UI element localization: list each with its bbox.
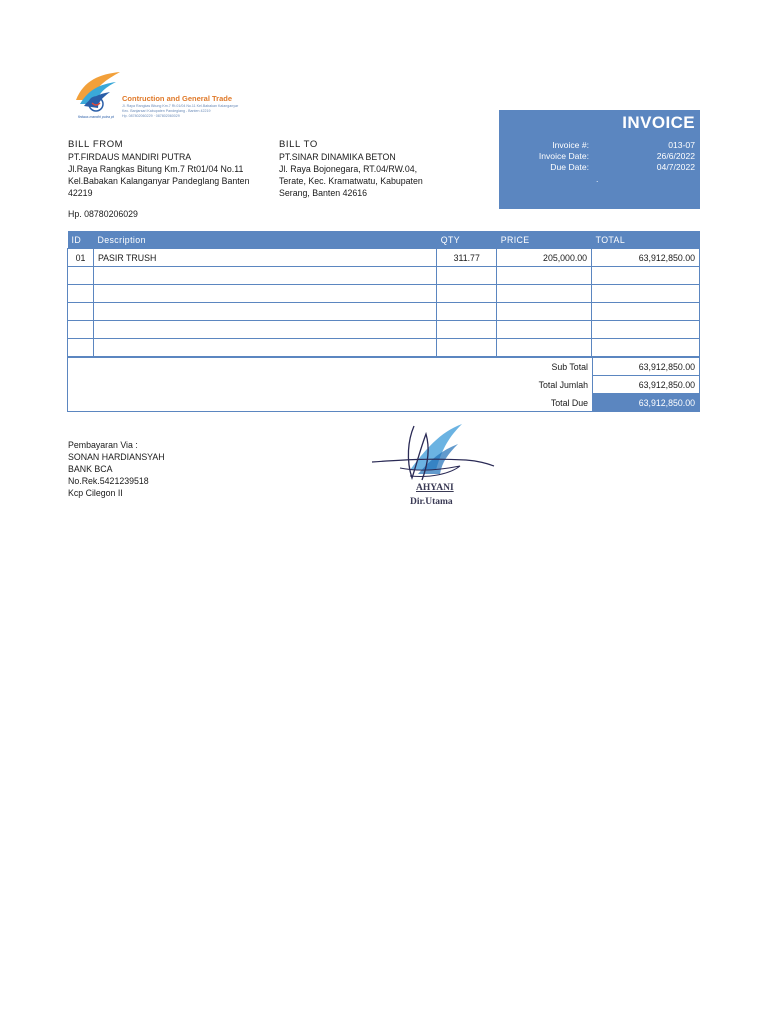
bill-from-address-line: Jl.Raya Rangkas Bitung Km.7 Rt01/04 No.11: [68, 164, 244, 174]
payment-label: Pembayaran Via :: [68, 440, 138, 450]
table-row: [68, 249, 700, 267]
bill-to-name: PT.SINAR DINAMIKA BETON: [279, 152, 396, 162]
bill-to-address-line: Terate, Kec. Kramatwatu, Kabupaten: [279, 176, 423, 186]
bill-from-address-line: Kel.Babakan Kalanganyar Pandeglang Banten: [68, 176, 250, 186]
signature-block: [370, 420, 500, 515]
header-id: ID: [68, 231, 94, 249]
row-qty: 311.77: [437, 249, 497, 267]
logo-phone-line: Hp. 087802060229 · 087802060029: [122, 114, 180, 118]
bill-from-phone: Hp. 08780206029: [68, 209, 138, 219]
payment-branch: Kcp Cilegon II: [68, 488, 123, 498]
row-description: PASIR TRUSH: [93, 249, 436, 267]
table-row-empty: [68, 339, 700, 357]
summary-row-total-jumlah: [67, 376, 700, 394]
header-qty: QTY: [437, 231, 497, 249]
total-jumlah-value: 63,912,850.00: [593, 376, 700, 394]
payment-bank: BANK BCA: [68, 464, 113, 474]
header-price: PRICE: [497, 231, 592, 249]
bill-to-address-line: Jl. Raya Bojonegara, RT.04/RW.04,: [279, 164, 418, 174]
summary-row-total-due: [67, 394, 700, 412]
table-row-empty: [68, 285, 700, 303]
payment-account-name: SONAN HARDIANSYAH: [68, 452, 165, 462]
signatory-name: AHYANI: [416, 483, 454, 493]
signature-stamp-icon: [370, 420, 500, 490]
invoice-title: INVOICE: [622, 113, 695, 132]
signatory-title: Dir.Utama: [410, 497, 453, 507]
total-due-label: Total Due: [550, 397, 588, 408]
header-total: TOTAL: [592, 231, 700, 249]
invoice-date-label: Invoice Date:: [538, 151, 589, 161]
logo-address-line: Kec. Banjarsari Kabupaten Pandeglang - Banten 42219: [122, 109, 211, 113]
bill-from-block: [68, 151, 249, 199]
payment-account-number: No.Rek.5421239518: [68, 476, 149, 486]
logo-address-line: Jl. Raya Rangkas Bitung Km.7 Rt.01/04 No.11 Kel.Babakan Kalanganyar: [122, 104, 239, 108]
invoice-date: 26/6/2022: [656, 151, 695, 161]
bill-from-label: BILL FROM: [68, 139, 124, 150]
table-row-empty: [68, 321, 700, 339]
invoice-number: 013-07: [668, 140, 695, 150]
company-logo: [70, 70, 240, 122]
due-date-label: Due Date:: [550, 162, 589, 172]
row-price: 205,000.00: [497, 249, 592, 267]
due-date: 04/7/2022: [656, 162, 695, 172]
logo-emblem-icon: [70, 70, 122, 118]
invoice-info-box: [499, 110, 700, 209]
bill-from-address-line: 42219: [68, 188, 93, 198]
bill-to-block: [279, 151, 423, 199]
summary-table: [67, 357, 700, 412]
logo-company-name: Contruction and General Trade: [122, 94, 233, 103]
items-table: [67, 231, 700, 357]
sub-total-value: 63,912,850.00: [593, 358, 700, 376]
payment-block: [68, 439, 165, 499]
logo-tagline: firdaus mandiri putra pt: [78, 115, 114, 119]
row-total: 63,912,850.00: [592, 249, 700, 267]
row-id: 01: [68, 249, 94, 267]
total-due-value: 63,912,850.00: [593, 394, 700, 412]
table-row-empty: [68, 267, 700, 285]
summary-row-subtotal: [67, 358, 700, 376]
bill-from-name: PT.FIRDAUS MANDIRI PUTRA: [68, 152, 192, 162]
bill-to-label: BILL TO: [279, 139, 318, 150]
invoice-extra-mark: .: [596, 174, 599, 184]
invoice-number-label: Invoice #:: [552, 140, 589, 150]
table-row-empty: [68, 303, 700, 321]
table-header-row: [68, 231, 700, 249]
total-jumlah-label: Total Jumlah: [538, 379, 588, 390]
bill-to-address-line: Serang, Banten 42616: [279, 188, 368, 198]
sub-total-label: Sub Total: [551, 361, 588, 372]
header-description: Description: [93, 231, 436, 249]
